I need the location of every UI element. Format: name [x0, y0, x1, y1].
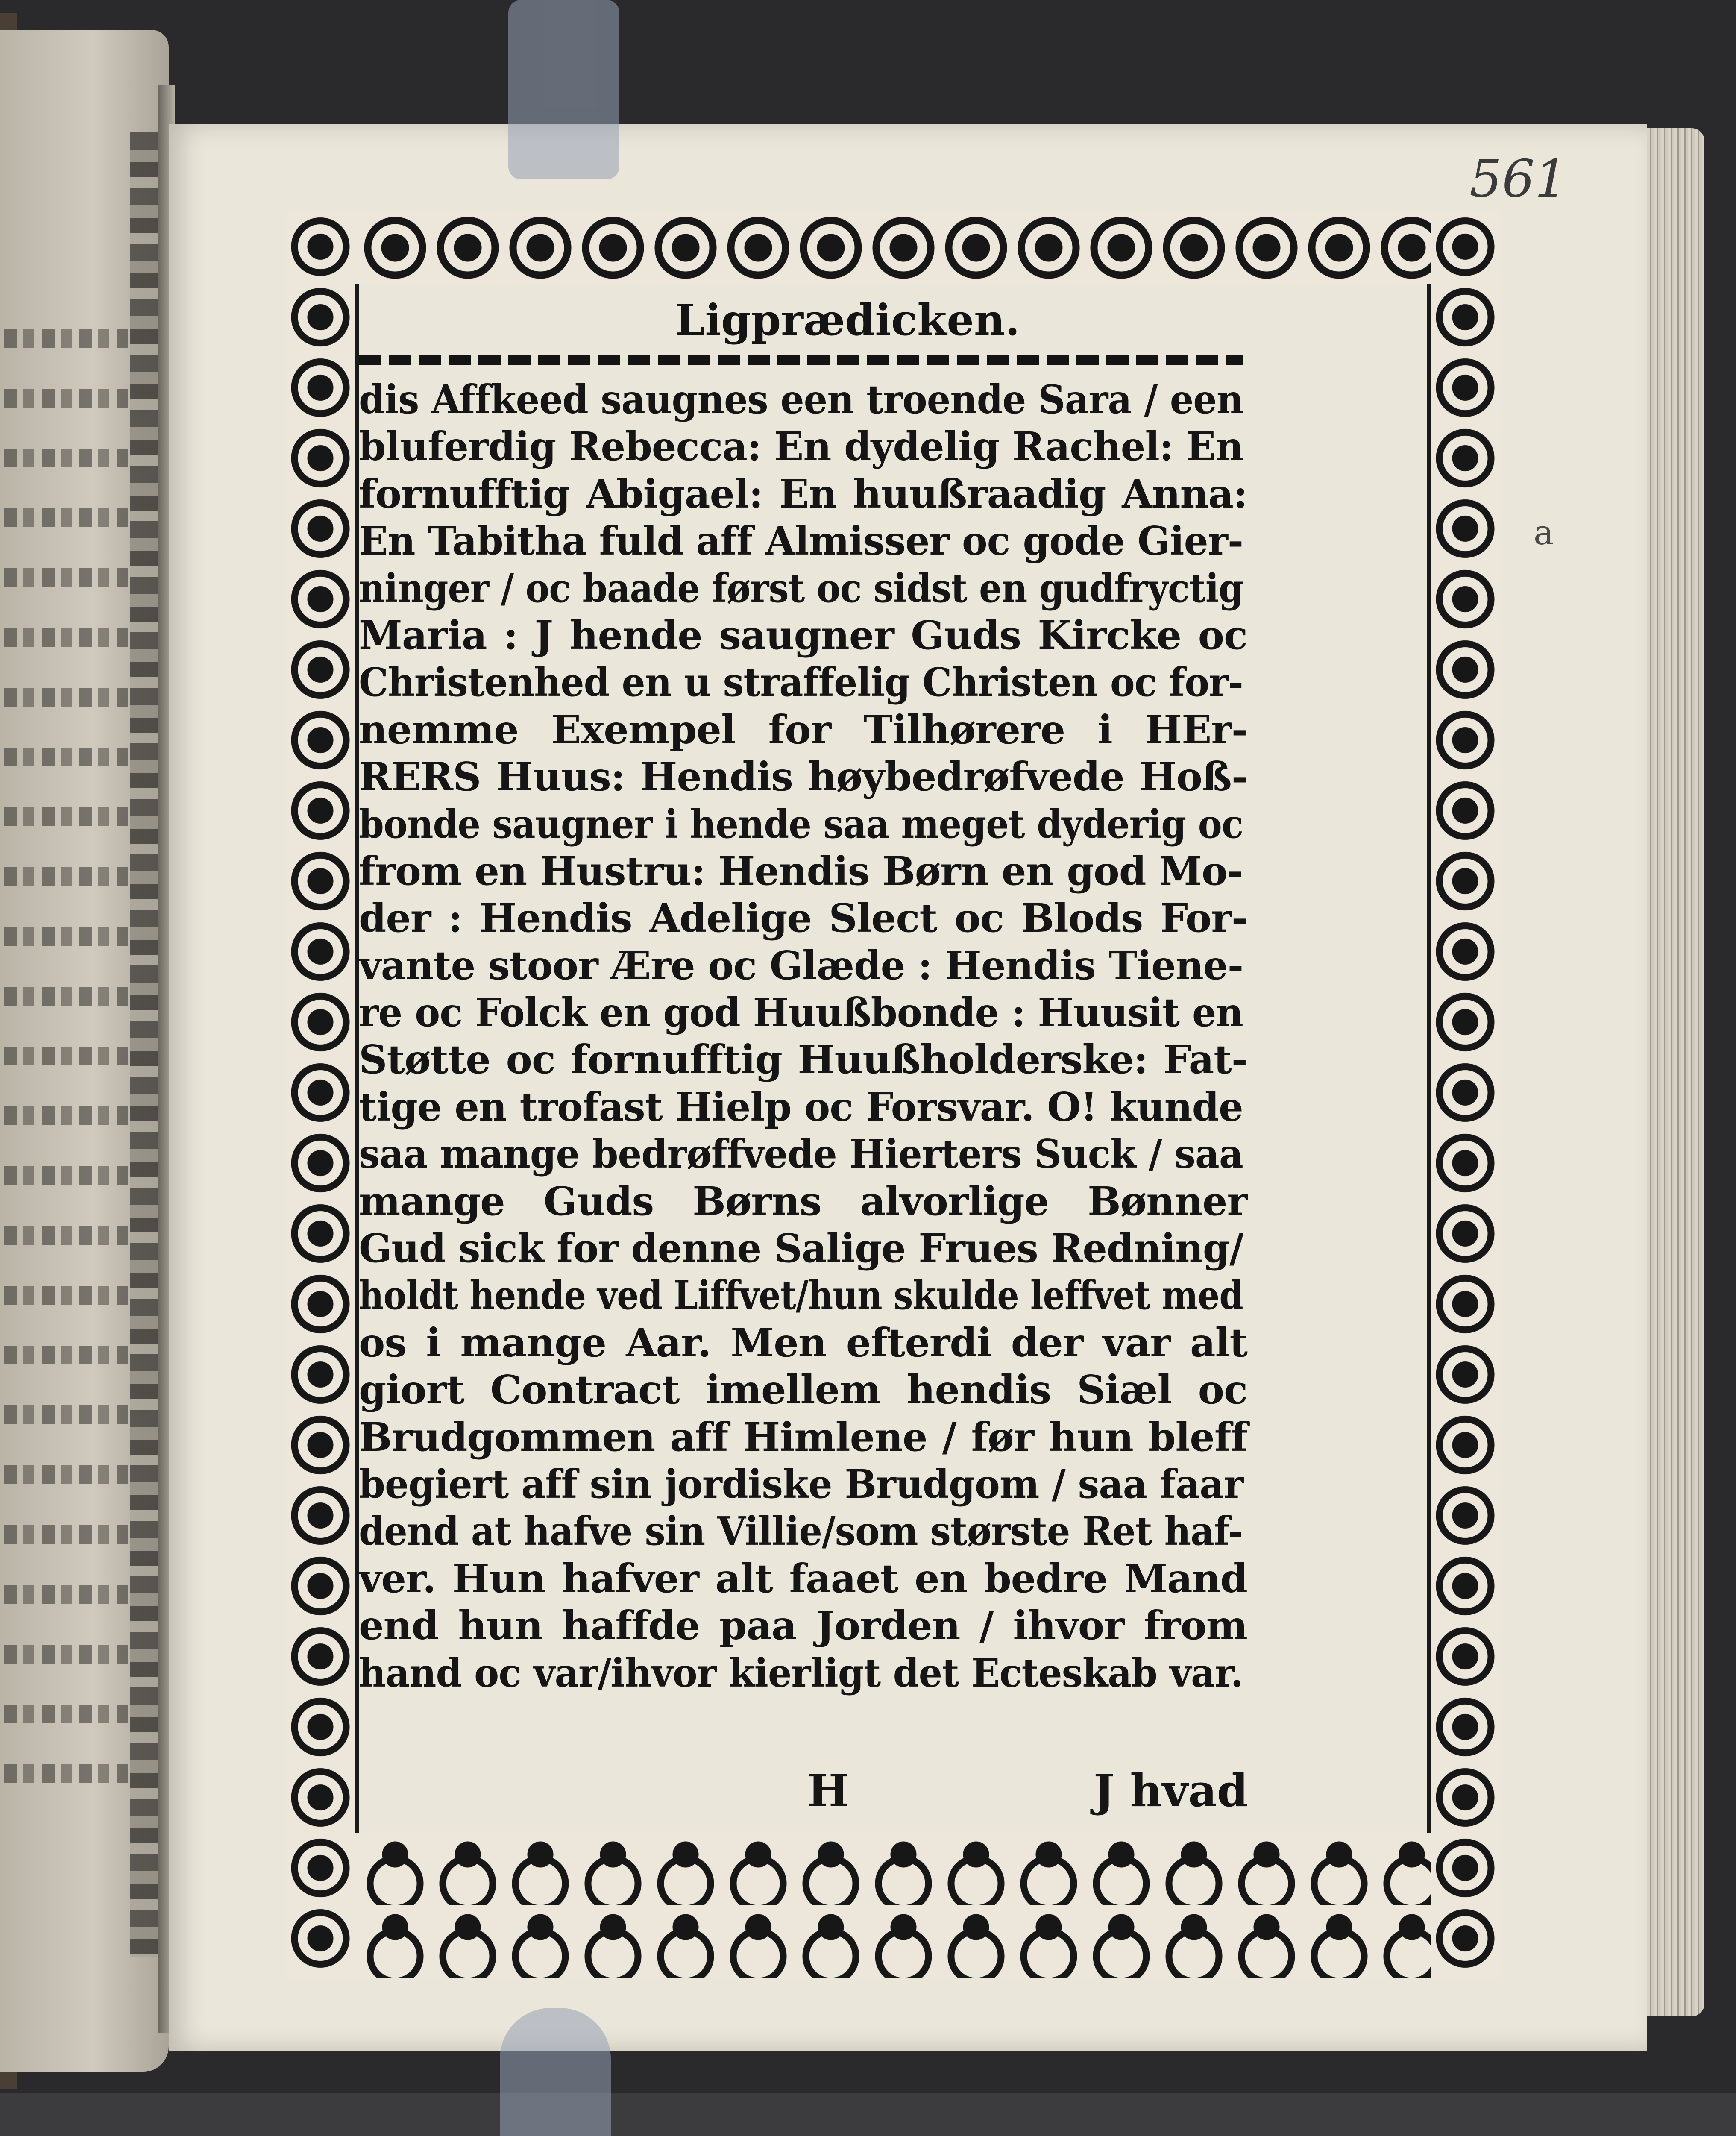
- text-line: Brudgommen aff Himlene / før hun bleff: [359, 1414, 1247, 1460]
- signature-mark: H: [807, 1764, 850, 1817]
- text-line: der : Hendis Adelige Slect oc Blods For-: [359, 895, 1247, 942]
- ornamental-border-right: [1431, 211, 1499, 1978]
- ornamental-border-left: [286, 211, 355, 1978]
- text-line: mange Guds Børns alvorlige Bønner: [359, 1178, 1247, 1224]
- text-line: re oc Folck en god Huußbonde : Huusit en: [359, 989, 1243, 1036]
- facing-page-text-fragment: [4, 1346, 128, 1364]
- facing-page-text-fragment: [4, 1405, 128, 1424]
- text-line: dis Affkeed saugnes een troende Sara / een: [359, 376, 1243, 423]
- facing-page-text-fragment: [4, 1106, 128, 1125]
- running-head: Ligprædicken.: [675, 295, 1020, 345]
- facing-page-text-fragment: [4, 927, 128, 946]
- facing-page-text-fragment: [4, 389, 128, 408]
- text-line: from en Hustru: Hendis Børn en god Mo-: [359, 848, 1243, 894]
- facing-page-text-fragment: [4, 449, 128, 467]
- facing-page-text-fragment: [4, 568, 128, 587]
- page-clip-bottom: [500, 2008, 611, 2136]
- text-line: vante stoor Ære oc Glæde : Hendis Tiene-: [359, 942, 1243, 989]
- facing-page-text-fragment: [4, 1226, 128, 1245]
- facing-page-text-fragment: [4, 1705, 128, 1723]
- ornamental-border-bottom: [286, 1833, 1499, 1978]
- facing-page-text-fragment: [4, 867, 128, 886]
- facing-page-text-fragment: [4, 1645, 128, 1664]
- facing-page-text-fragment: [4, 508, 128, 527]
- text-line: holdt hende ved Liffvet/hun skulde leffvet med: [359, 1272, 1243, 1319]
- facing-page-text-fragment: [4, 1764, 128, 1783]
- text-line: En Tabitha fuld aff Almisser oc gode Gier-: [359, 518, 1243, 564]
- copy-stand: [0, 2093, 1736, 2136]
- facing-page-text-fragment: [4, 987, 128, 1006]
- page-clip-top: [508, 0, 619, 179]
- text-line: nemme Exempel for Tilhørere i HEr-: [359, 706, 1247, 753]
- text-line: giort Contract imellem hendis Siæl oc: [359, 1367, 1247, 1413]
- facing-page-text-fragment: [4, 1465, 128, 1484]
- facing-page-text-fragment: [4, 329, 128, 348]
- catchword: J hvad: [1094, 1764, 1248, 1817]
- facing-page-ornament: [130, 132, 160, 1957]
- text-line: RERS Huus: Hendis høybedrøfvede Hoß-: [359, 754, 1247, 800]
- text-line: fornufftig Abigael: En huußraadig Anna:: [359, 470, 1247, 517]
- text-line: Maria : J hende saugner Guds Kircke oc: [359, 612, 1247, 658]
- text-line: ver. Hun hafver alt faaet en bedre Mand: [359, 1555, 1247, 1602]
- text-line: Christenhed en u straffelig Christen oc for-: [359, 659, 1243, 706]
- page-number: 561: [1469, 150, 1568, 209]
- ornamental-border-top: [286, 211, 1499, 284]
- body-text: [359, 376, 1247, 1696]
- facing-page-text-fragment: [4, 807, 128, 826]
- text-line: saa mange bedrøffvede Hierters Suck / saa: [359, 1131, 1243, 1177]
- text-line: begiert aff sin jordiske Brudgom / saa faar: [359, 1461, 1243, 1507]
- facing-page-text-fragment: [4, 1286, 128, 1305]
- facing-page-text-fragment: [4, 1585, 128, 1604]
- facing-page: [0, 30, 169, 2072]
- text-line: ninger / oc baade først oc sidst en gudfryctig: [359, 565, 1243, 611]
- facing-page-text-fragment: [4, 628, 128, 647]
- text-line: tige en trofast Hielp oc Forsvar. O! kunde: [359, 1083, 1243, 1130]
- text-line: bluferdig Rebecca: En dydelig Rachel: En: [359, 423, 1243, 470]
- head-rule: [359, 355, 1243, 365]
- facing-page-text-fragment: [4, 1525, 128, 1544]
- text-line: dend at hafve sin Villie/som største Ret haf-: [359, 1508, 1243, 1555]
- facing-page-text-fragment: [4, 688, 128, 707]
- facing-page-text-fragment: [4, 1166, 128, 1185]
- text-line: hand oc var/ihvor kierligt det Ecteskab var.: [359, 1649, 1243, 1696]
- text-line: bonde saugner i hende saa meget dyderig oc: [359, 801, 1243, 847]
- facing-page-text-fragment: [4, 748, 128, 766]
- margin-annotation: a: [1534, 513, 1554, 552]
- text-line: end hun haffde paa Jorden / ihvor from: [359, 1602, 1247, 1649]
- text-line: os i mange Aar. Men efterdi der var alt: [359, 1319, 1247, 1366]
- text-line: Støtte oc fornufftig Huußholderske: Fat-: [359, 1036, 1247, 1083]
- facing-page-text-fragment: [4, 1047, 128, 1065]
- text-line: Gud sick for denne Salige Frues Redning/: [359, 1225, 1243, 1272]
